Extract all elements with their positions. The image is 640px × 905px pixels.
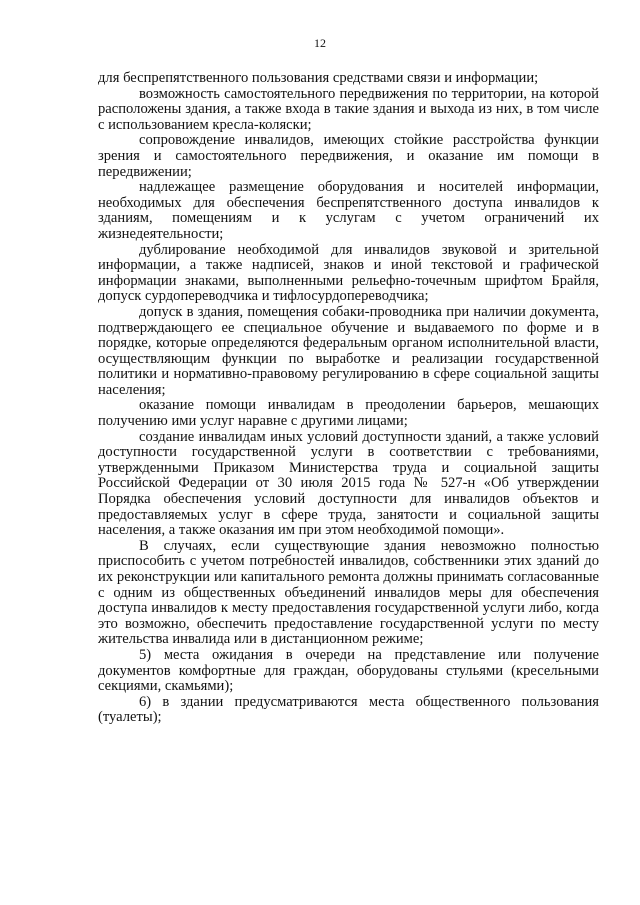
paragraph-10: 5) места ожидания в очереди на представление или получение документов комфортные для граждан, оборудованы стульями (кресельными секциями, скамьями);: [98, 646, 599, 695]
page-number: 12: [314, 36, 326, 50]
paragraph-9: В случаях, если существующие здания невозможно полностью приспособить с учетом потребностей инвалидов, собственники этих зданий до их реконструкции или капитального ремонта должны принимать согласованные с одним из общественных объединений инвалидов меры для обеспечения доступа инвалидов к месту предоставления государственной услуги либо, когда это возможно, обеспечить предоставление государственной услуги по месту жительства инвалида или в дистанционном режиме;: [98, 537, 599, 648]
paragraph-8: создание инвалидам иных условий доступности зданий, а также условий доступности государственной услуги в соответствии с требованиями, утвержденными Приказом Министерства труда и социальной защиты Российской Федерации от 30 июля 2015 года № 527-н «Об утверждении Порядка обеспечения условий доступности для инвалидов объектов и предоставляемых услуг в сфере труда, занятости и социальной защиты населения, а также оказания им при этом необходимой помощи».: [98, 428, 599, 539]
paragraph-4: надлежащее размещение оборудования и носителей информации, необходимых для обеспечения беспрепятственного доступа инвалидов к зданиям, помещениям и к услугам с учетом ограничений их жизнедеятельности;: [98, 179, 599, 242]
document-body: [98, 71, 599, 726]
paragraph-7: оказание помощи инвалидам в преодолении барьеров, мешающих получению ими услуг наравне с другими лицами;: [98, 397, 599, 430]
paragraph-2: возможность самостоятельного передвижения по территории, на которой расположены здания, а также входа в такие здания и выхода из них, в том числе с использованием кресла-коляски;: [98, 85, 599, 133]
paragraph-3: сопровождение инвалидов, имеющих стойкие расстройства функции зрения и самостоятельного передвижения, и оказание им помощи в передвижении;: [98, 132, 599, 180]
paragraph-5: дублирование необходимой для инвалидов звуковой и зрительной информации, а также надписей, знаков и иной текстовой и графической информации знаками, выполненными рельефно-точечным шрифтом Брайля, допуск сурдопереводчика и тифлосурдопереводчика;: [98, 241, 599, 305]
paragraph-1: для беспрепятственного пользования средствами связи и информации;: [98, 70, 539, 86]
paragraph-11: 6) в здании предусматриваются места общественного пользования (туалеты);: [98, 693, 599, 726]
paragraph-6: допуск в здания, помещения собаки-проводника при наличии документа, подтверждающего ее специальное обучение и выдаваемого по форме и в порядке, которые определяются федеральным органом исполнительной власти, осуществляющим функции по выработке и реализации государственной политики и нормативно-правовому регулированию в сфере социальной защиты населения;: [98, 303, 599, 398]
